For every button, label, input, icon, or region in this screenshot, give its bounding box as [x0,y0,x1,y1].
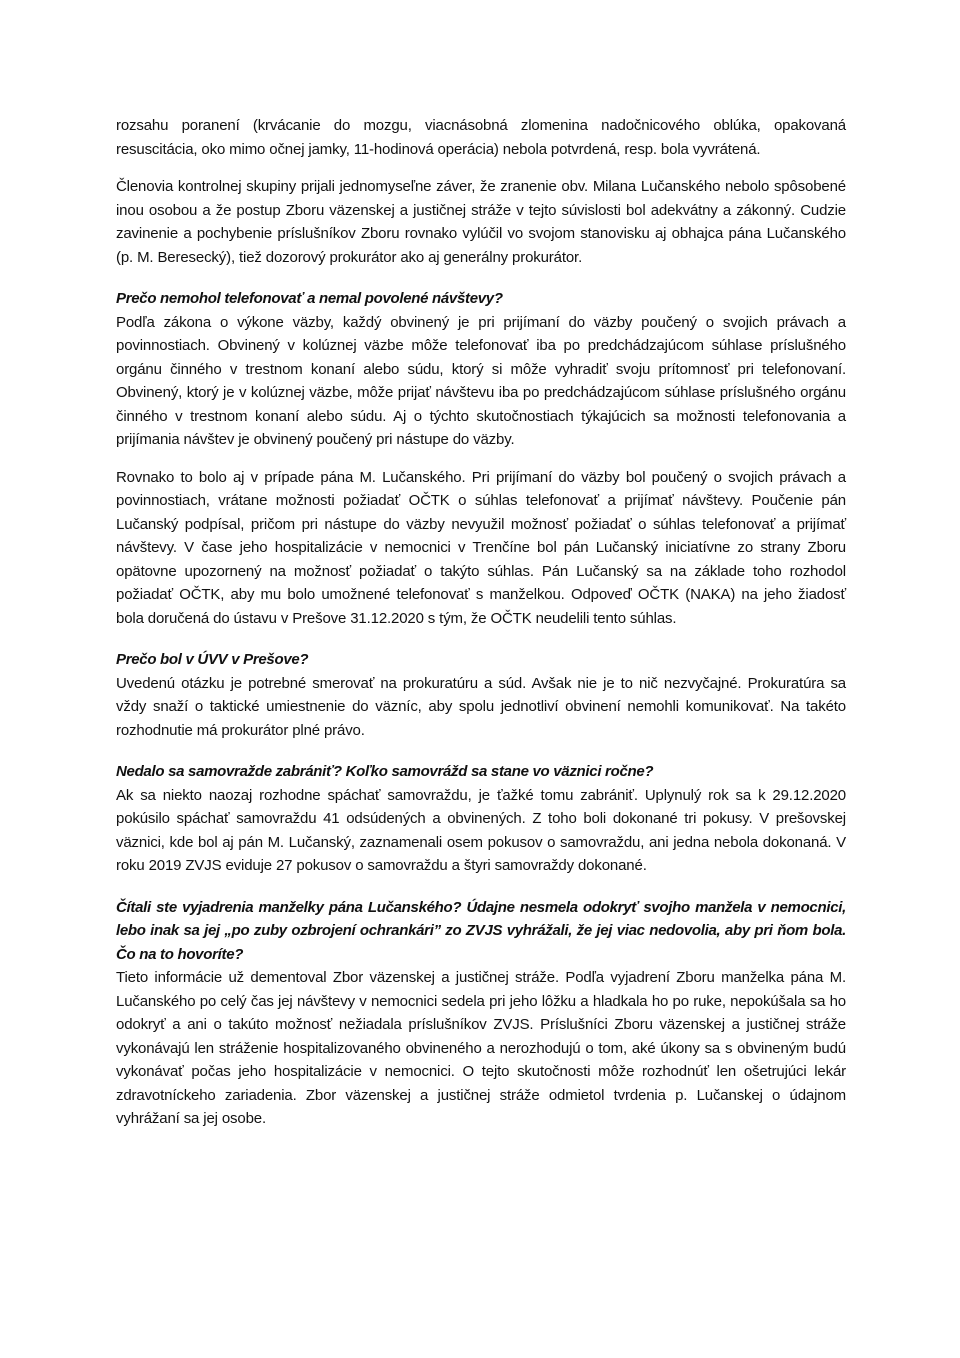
section-heading: Čítali ste vyjadrenia manželky pána Lučanského? Údajne nesmela odokryť svojho manžela v nemocnici, lebo inak sa jej „po zuby ozbrojení ochrankári” zo ZVJS vyhrážali, že jej viac nedovolia, aby pri ňom bola. Čo na to hovoríte? [116,898,846,963]
section-heading: Nedalo sa samovražde zabrániť? Koľko samovrážd sa stane vo väznici ročne? [116,763,654,780]
section-heading: Prečo bol v ÚVV v Prešove? [116,651,309,668]
section-paragraph: Tieto informácie už dementoval Zbor väzenskej a justičnej stráže. Podľa vyjadrení Zboru manželka pána M. Lučanského po celý čas jej návštevy v nemocnici sedela pri jeho lôžku a hladkala ho po ruke, nepokúšala sa ho odokryť a ani o takúto možnosť nežiadala príslušníkov ZVJS. Príslušníci Zboru väzenskej a justičnej stráže vykonávajú len stráženie hospitalizovaného obvineného a nerozhodujú o tom, aké úkony sa s obvineným budú vykonávať počas jeho hospitalizácie v nemocnici. O tejto skutočnosti môže rozhodnúť len ošetrujúci lekár zdravotníckeho zariadenia. Zbor väzenskej a justičnej stráže odmietol tvrdenia p. Lučanskej o údajnom vyhrážaní sa jej osobe. [116,969,846,1127]
section-paragraph: Ak sa niekto naozaj rozhodne spáchať samovraždu, je ťažké tomu zabrániť. Uplynulý rok sa k 29.12.2020 pokúsilo spáchať samovraždu 41 odsúdených a obvinených. Z toho boli dokonané tri pokusy. V prešovskej väznici, kde bol aj pán M. Lučanský, zaznamenali osem pokusov o samovraždu, ani jedna nebola dokonaná. V roku 2019 ZVJS eviduje 27 pokusov o samovraždu a štyri samovraždy dokonané. [116,786,846,874]
section-phone-visits [116,287,846,630]
section-paragraph: Rovnako to bolo aj v prípade pána M. Lučanského. Pri prijímaní do väzby bol poučený o svojich právach a povinnostiach, vrátane možnosti požiadať OČTK o súhlas telefonovať a prijímať návštevy. Poučenie pán Lučanský podpísal, pričom pri nástupe do väzby nevyužil možnosť požiadať o súhlas telefonovať a prijímať návštevy. V čase jeho hospitalizácie v nemocnici v Trenčíne bol pán Lučanský iniciatívne zo strany Zboru opätovne upozornený na možnosť požiadať o takýto súhlas. Pán Lučanský sa na základe toho rozhodol požiadať OČTK, aby mu bolo umožnené telefonovať s manželkou. Odpoveď OČTK (NAKA) na jeho žiadosť bola doručená do ústavu v Prešove 31.12.2020 s tým, že OČTK neudelili tento súhlas. [116,468,846,627]
document-page [116,114,846,1131]
section-presov-prison [116,648,846,742]
section-paragraph: Podľa zákona o výkone väzby, každý obvinený je pri prijímaní do väzby poučený o svojich právach a povinnostiach. Obvinený v kolúznej väzbe môže telefonovať iba po predchádzajúcom súhlase príslušného orgánu činného v trestnom konaní alebo súdu, ktorý si môže vyhradiť svoju prítomnosť pri telefonovaní. Obvinený, ktorý je v kolúznej väzbe, môže prijať návštevu iba po predchádzajúcom súhlase príslušného orgánu činného v trestnom konaní alebo súdu. Aj o týchto skutočnostiach týkajúcich sa možnosti telefonovania a prijímania návštev je obvinený poučený pri nástupe do väzby. [116,313,846,448]
section-paragraph: Uvedenú otázku je potrebné smerovať na prokuratúru a súd. Avšak nie je to nič nezvyčajné. Prokuratúra sa vždy snaží o taktické umiestnenie do väzníc, aby spolu jednotliví obvinení nemohli komunikovať. Na takéto rozhodnutie má prokurátor plné právo. [116,674,846,739]
intro-paragraph: rozsahu poranení (krvácanie do mozgu, viacnásobná zlomenina nadočnicového oblúka, opakovaná resuscitácia, oko mimo očnej jamky, 11-hodinová operácia) nebola potvrdená, resp. bola vyvrátená. [116,117,846,158]
conclusion-paragraph: Členovia kontrolnej skupiny prijali jednomyseľne záver, že zranenie obv. Milana Lučanského nebolo spôsobené inou osobou a že postup Zboru väzenskej a justičnej stráže v tejto súvislosti bol adekvátny a zákonný. Cudzie zavinenie a pochybenie príslušníkov Zboru rovnako vylúčil vo svojom stanovisku aj obhajca pána Lučanského (p. M. Beresecký), tiež dozorový prokurátor ako aj generálny prokurátor. [116,178,846,266]
section-suicide-prevention [116,760,846,878]
section-wife-statements [116,896,846,1131]
section-heading: Prečo nemohol telefonovať a nemal povolené návštevy? [116,290,503,307]
